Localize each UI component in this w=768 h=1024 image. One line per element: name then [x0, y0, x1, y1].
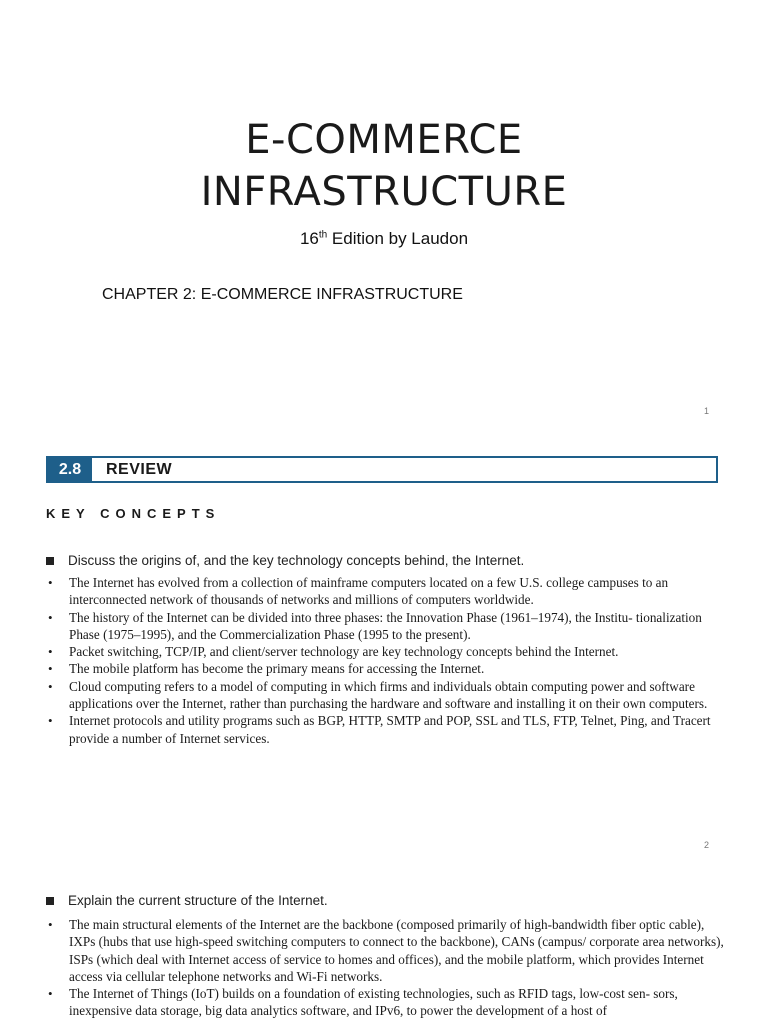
section-heading-text: Explain the current structure of the Internet. [68, 893, 328, 908]
key-concepts-list [46, 574, 726, 747]
list-item: • Packet switching, TCP/IP, and client/server technology are key technology concepts behind the Internet. [46, 643, 726, 660]
list-item: • The main structural elements of the Internet are the backbone (composed primarily of high-bandwidth fiber optic cable), IXPs (hubs that use high-speed switching computers to connect to the backbone), CANs (campus/ corporate area networks), ISPs (which deal with Internet access of service to homes and offices), and the mobile platform, which provides Internet access via cellular telephone networks and Wi-Fi networks. [46, 916, 726, 985]
list-item: • The history of the Internet can be divided into three phases: the Innovation Phase (1961–1974), the Institu- tionalization Phase (1975–1995), and the Commercialization Phase (1995 to the present). [46, 609, 726, 644]
subtitle [0, 229, 768, 249]
section-heading-text: Discuss the origins of, and the key technology concepts behind, the Internet. [68, 553, 525, 568]
subtitle-superscript: th [318, 229, 328, 241]
subtitle-author: Edition by Laudon [327, 229, 469, 248]
key-concepts-heading: KEY CONCEPTS [46, 506, 221, 521]
list-item: • The Internet has evolved from a collection of mainframe computers located on a few U.S. college campuses to an interconnected network of thousands of networks and millions of computers worldwide. [46, 574, 726, 609]
page-number-1: 1 [704, 406, 710, 416]
square-bullet-icon [46, 897, 54, 905]
chapter-heading: CHAPTER 2: E-COMMERCE INFRASTRUCTURE [102, 286, 463, 303]
section-heading [46, 553, 524, 568]
page-number-2: 2 [704, 840, 710, 850]
list-item: • Cloud computing refers to a model of computing in which firms and individuals obtain computing power and software applications over the Internet, rather than purchasing the hardware and software and installing it on their own computers. [46, 678, 726, 713]
review-title: REVIEW [106, 460, 173, 478]
structure-list [46, 916, 726, 1020]
list-item: • The mobile platform has become the primary means for accessing the Internet. [46, 660, 726, 677]
review-section-number: 2.8 [48, 458, 92, 481]
square-bullet-icon [46, 557, 54, 565]
review-banner [46, 456, 718, 483]
list-item: • The Internet of Things (IoT) builds on a foundation of existing technologies, such as RFID tags, low-cost sen- sors, inexpensive data storage, big data analytics software, and IPv6, to power the development of a host of [46, 985, 726, 1020]
section-heading-structure [46, 893, 328, 908]
subtitle-edition-number: 16 [299, 229, 319, 248]
list-item: • Internet protocols and utility programs such as BGP, HTTP, SMTP and POP, SSL and TLS, FTP, Telnet, Ping, and Tracert provide a number of Internet services. [46, 712, 726, 747]
title-line-1: E-COMMERCE [245, 117, 523, 163]
title-line-2: INFRASTRUCTURE [200, 169, 568, 215]
